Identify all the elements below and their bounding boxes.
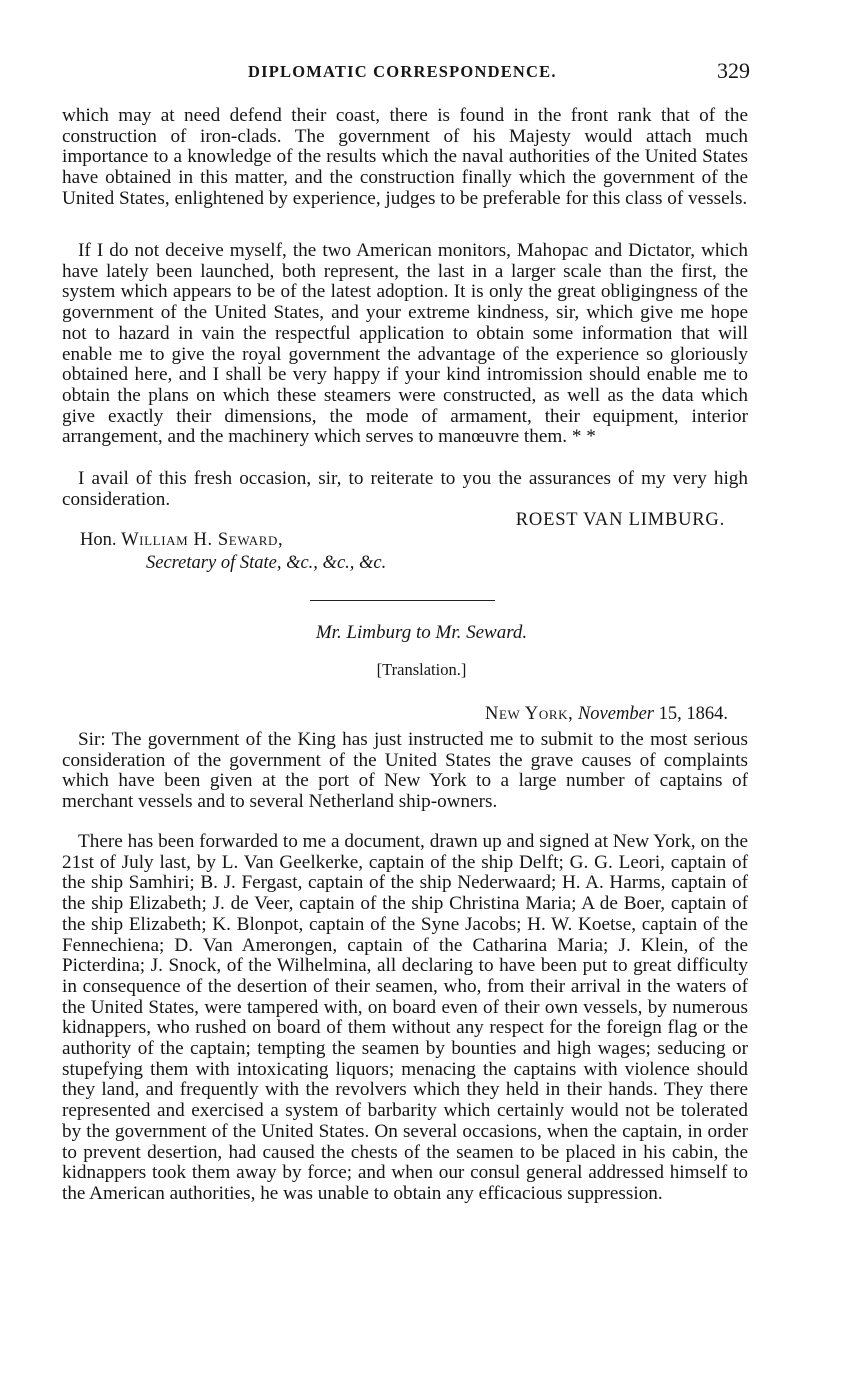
section-divider (310, 600, 495, 601)
page-header (62, 58, 754, 90)
page-number: 329 (717, 58, 750, 83)
signature: ROEST VAN LIMBURG. (515, 510, 725, 530)
translation-note: [Translation.] (376, 660, 467, 679)
addressee-name: William H. Seward, (121, 530, 284, 550)
paragraph-5: There has been forwarded to me a document, drawn up and signed at New York, on the 21st of July last, by L. Van Geelkerke, captain of the ship Delft; G. G. Leori, captain of the ship Samhiri; B. J. Fergast, captain of the ship Nederwaard; H. A. Harms, captain of the ship Elizabeth; J. de Veer, captain of the ship Christina Maria; A de Boer, captain of the ship Elizabeth; K. Blonpot, captain of the Syne Jacobs; H. W. Koetse, captain of the Fennechiena; D. Van Amerongen, captain of the Catharina Maria; J. Klein, of the Picterdina; J. Snock, of the Wilhelmina, all declaring to have been put to great difficulty in consequence of the desertion of their seamen, who, from their arrival in the waters of the United States, were tampered with, on board even of their own vessels, by numerous kidnappers, who rushed on board of them without any respect for the foreign flag or the authority of the captain; tempting the seamen by bounties and high wages; seducing or stupefying them with intoxicating liquors; menacing the captains with violence should they land, and frequently with the revolvers which they held in their hands. They there represented and exercised a system of barbarity which certainly would not be tolerated by the government of the United States. On several occasions, when the captain, in order to prevent desertion, had caused the chests of the seamen to be placed in his cabin, the kidnappers took them away by force; and when our consul general addressed himself to the American authorities, he was unable to obtain any efficacious suppression. (62, 831, 748, 1204)
paragraph-3: I avail of this fresh occasion, sir, to reiterate to you the assurances of my very high consideration. (62, 468, 748, 510)
paragraph-1: which may at need defend their coast, there is found in the front rank that of the construction of iron-clads. The government of his Majesty would attach much importance to a knowledge of the results which the naval authorities of the United States have obtained in this matter, and the construction finally which the government of the United States, enlightened by experience, judges to be preferable for this class of vessels. (62, 105, 748, 209)
addressee-prefix: Hon. (80, 530, 122, 550)
dateline-rest: 15, 1864. (654, 704, 728, 724)
dateline (485, 704, 728, 725)
dateline-place: New York, (484, 704, 574, 724)
running-head: DIPLOMATIC CORRESPONDENCE. (248, 62, 557, 81)
letter-heading: Mr. Limburg to Mr. Seward. (315, 622, 528, 643)
dateline-month: November (577, 704, 654, 724)
addressee (80, 530, 283, 551)
paragraph-4: Sir: The government of the King has just instructed me to submit to the most serious consideration of the government of the United States the grave causes of complaints which have been given at the port of New York to a large number of captains of merchant vessels and to several Netherland ship-owners. (62, 729, 748, 813)
addressee-title: Secretary of State, &c., &c., &c. (146, 553, 387, 573)
paragraph-2: If I do not deceive myself, the two American monitors, Mahopac and Dictator, which have lately been launched, both represent, the last in a larger scale than the first, the system which appears to be of the latest adoption. It is only the great obligingness of the government of the United States, and your extreme kindness, sir, which give me hope not to hazard in vain the respectful application to obtain some information that will enable me to give the royal government the advantage of the experience so gloriously obtained here, and I shall be very happy if your kind intromission should enable me to obtain the plans on which these steamers were constructed, as well as the data which give exactly their dimensions, the mode of armament, their equipment, interior arrangement, and the machinery which serves to manœuvre them. * * (62, 240, 748, 448)
